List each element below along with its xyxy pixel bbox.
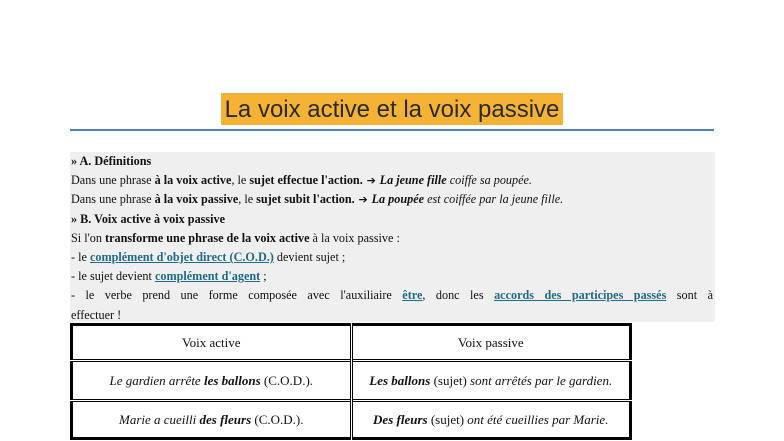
- text: , le: [238, 192, 257, 207]
- rule-item-cod: [71, 248, 713, 267]
- cell-passive: [351, 401, 631, 439]
- text: devient sujet ;: [273, 250, 346, 265]
- text: Dans une phrase: [71, 192, 155, 207]
- link-accords-participes[interactable]: accords des participes passés: [494, 288, 667, 303]
- section-b-heading: » B. Voix active à voix passive: [71, 211, 226, 226]
- title-underline: [70, 129, 714, 131]
- bold-text: sujet subit l'action.: [256, 192, 355, 207]
- text: - le: [71, 250, 90, 265]
- header-active: Voix active: [72, 325, 352, 361]
- bold-text: à la voix passive: [154, 192, 239, 207]
- link-etre[interactable]: être: [402, 288, 423, 303]
- text: à la voix passive :: [309, 230, 400, 245]
- bold-text: à la voix active: [154, 173, 232, 188]
- italic-text: ont été cueillies par Marie.: [467, 411, 609, 427]
- subject-text: Des fleurs: [373, 411, 428, 427]
- label-text: (sujet): [430, 372, 471, 388]
- cell-active: [72, 361, 352, 401]
- table-header-row: [72, 325, 631, 361]
- link-complement-agent[interactable]: complément d'agent: [154, 269, 261, 284]
- example-text: coiffe sa poupée.: [446, 173, 532, 188]
- rule-item-agent: [71, 267, 713, 286]
- table-row: [72, 401, 631, 439]
- subject-text: Les ballons: [369, 372, 431, 388]
- table-row: [72, 361, 631, 401]
- example-subject: La poupée: [371, 192, 425, 207]
- text: - le verbe prend une forme composée avec l'auxiliaire: [71, 288, 403, 303]
- section-b-intro: [71, 229, 713, 248]
- text: - le sujet devient: [71, 269, 155, 284]
- link-cod[interactable]: complément d'objet direct (C.O.D.): [89, 250, 274, 265]
- bold-text: sujet effectue l'action.: [249, 173, 363, 188]
- text: Si l'on: [71, 230, 106, 245]
- definitions-box: [70, 152, 715, 322]
- header-passive: Voix passive: [351, 325, 631, 361]
- arrow-icon: ➔: [354, 193, 372, 207]
- rule-item-verb-continued: effectuer !: [71, 307, 122, 322]
- definition-passive: [71, 190, 713, 209]
- label-text: (sujet): [427, 411, 468, 427]
- title-container: [0, 93, 784, 125]
- italic-text: Le gardien arrête: [109, 372, 204, 388]
- page-title: La voix active et la voix passive: [221, 93, 564, 125]
- example-subject: La jeune fille: [379, 173, 447, 188]
- text: ;: [260, 269, 267, 284]
- example-text: est coiffée par la jeune fille.: [424, 192, 564, 207]
- text: Dans une phrase: [71, 173, 155, 188]
- label-text: (C.O.D.).: [260, 372, 314, 388]
- examples-table: [70, 323, 632, 440]
- definition-active: [71, 171, 713, 190]
- arrow-icon: ➔: [362, 174, 380, 188]
- cod-text: les ballons: [203, 372, 261, 388]
- italic-text: Marie a cueilli: [118, 411, 200, 427]
- text: sont à: [666, 288, 713, 303]
- rule-item-verb: [71, 286, 713, 305]
- bold-text: transforme une phrase de la voix active: [105, 230, 310, 245]
- section-a-heading: » A. Définitions: [71, 154, 152, 168]
- label-text: (C.O.D.).: [251, 411, 304, 427]
- italic-text: sont arrêtés par le gardien.: [470, 372, 613, 388]
- cod-text: des fleurs: [199, 411, 252, 427]
- text: , le: [231, 173, 250, 188]
- cell-active: [72, 401, 352, 439]
- text: , donc les: [422, 288, 495, 303]
- cell-passive: [351, 361, 631, 401]
